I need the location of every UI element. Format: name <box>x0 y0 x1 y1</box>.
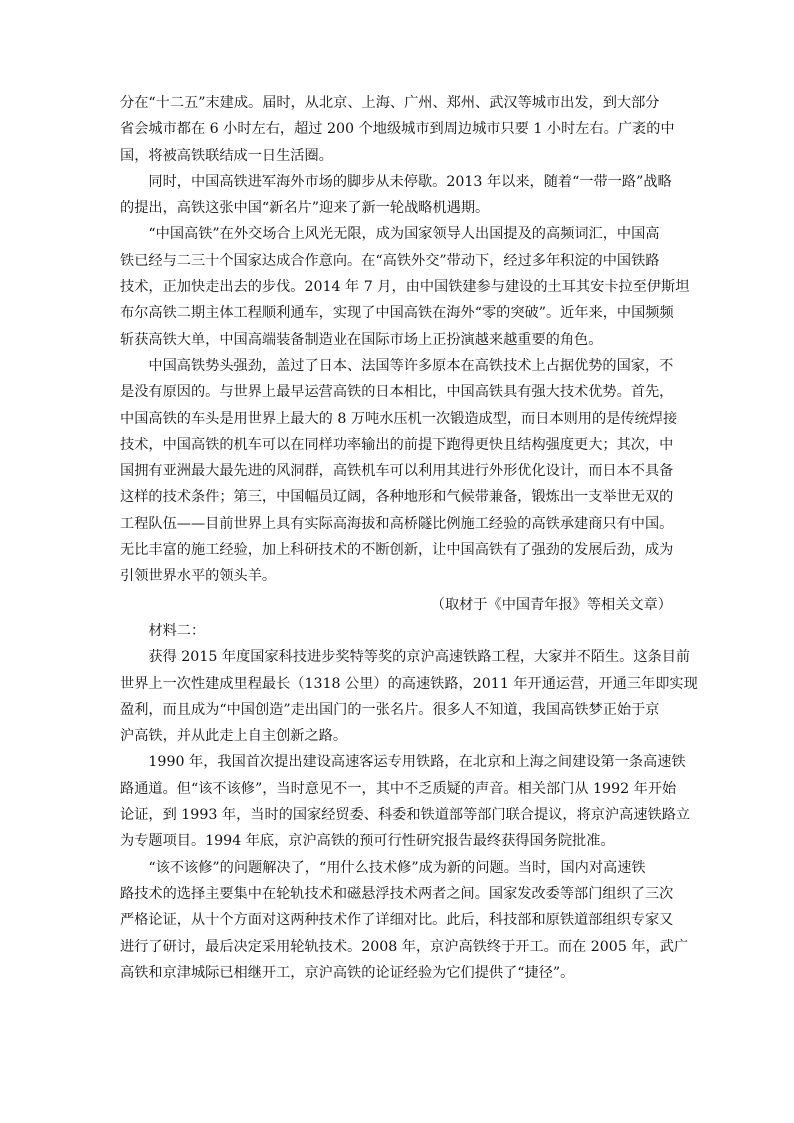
text-line: 进行了研讨，最后决定采用轮轨技术。2008 年，京沪高铁终于开工。而在 2005 年，武广 <box>120 938 689 955</box>
section-heading: 材料二： <box>148 622 206 639</box>
paragraph-2 <box>120 169 680 222</box>
text-line: 获得 2015 年度国家科技进步奖特等奖的京沪高速铁路工程，大家并不陌生。这条目前 <box>148 649 691 666</box>
paragraph-4 <box>120 353 680 590</box>
source-citation: （取材于《中国青年报》等相关文章） <box>430 596 672 613</box>
text-line: 铁已经与二三十个国家达成合作意向。在“高铁外交”带动下，经过多年积淀的中国铁路 <box>120 252 660 269</box>
paragraph-3 <box>120 221 690 352</box>
text-line: 盈利，而且成为“中国创造”走出国门的一张名片。很多人不知道，我国高铁梦正始于京 <box>120 701 660 718</box>
text-line: 路技术的选择主要集中在轮轨技术和磁悬浮技术两者之间。国家发改委等部门组织了三次 <box>120 885 674 902</box>
text-line: 的提出，高铁这张中国“新名片”迎来了新一轮战略机遇期。 <box>120 200 490 217</box>
text-line: 国，将被高铁联结成一日生活圈。 <box>120 147 333 164</box>
paragraph-7 <box>120 855 689 986</box>
text-line: 国拥有亚洲最大最先进的风洞群，高铁机车可以利用其进行外形优化设计，而日本不具备 <box>120 463 674 480</box>
text-line: 世界上一次性建成里程最长（1318 公里）的高速铁路，2011 年开通运营，开通三年即实现 <box>120 675 698 692</box>
text-line: 无比丰富的施工经验，加上科研技术的不断创新，让中国高铁有了强劲的发展后劲，成为 <box>120 542 674 559</box>
text-line: 引领世界水平的领头羊。 <box>120 568 277 585</box>
text-line: 分在“十二五”末建成。届时，从北京、上海、广州、郑州、武汉等城市出发，到大部分 <box>120 95 660 111</box>
paragraph-6 <box>120 749 691 854</box>
text-line: 高铁和京津城际已相继开工，京沪高铁的论证经验为它们提供了“捷径”。 <box>120 964 575 981</box>
text-line: 技术，中国高铁的机车可以在同样功率输出的前提下跑得更快且结构强度更大；其次，中 <box>120 436 674 453</box>
text-line: 这样的技术条件；第三，中国幅员辽阔，各种地形和气候带兼备，锻炼出一支举世无双的 <box>120 489 674 506</box>
paragraph-1 <box>120 90 680 169</box>
text-line: 中国高铁的车头是用世界上最大的 8 万吨水压机一次锻造成型，而日本则用的是传统焊接 <box>120 410 678 427</box>
text-line: 中国高铁势头强劲，盖过了日本、法国等许多原本在高铁技术上占据优势的国家，不 <box>148 357 674 374</box>
text-line: 1990 年，我国首次提出建设高速客运专用铁路，在北京和上海之间建设第一条高速铁 <box>148 754 686 771</box>
text-line: 论证，到 1993 年，当时的国家经贸委、科委和铁道部等部门联合提议，将京沪高速铁路立 <box>120 807 691 824</box>
text-line: 沪高铁，并从此走上自主创新之路。 <box>120 728 348 745</box>
text-line: 同时，中国高铁进军海外市场的脚步从未停歇。2013 年以来，随着“一带一路”战略 <box>148 173 672 190</box>
text-line: 为专题项目。1994 年底，京沪高铁的预可行性研究报告最终获得国务院批准。 <box>120 833 615 850</box>
text-line: 严格论证，从十个方面对这两种技术作了详细对比。此后，科技部和原铁道部组织专家又 <box>120 912 674 929</box>
text-line: “该不该修”的问题解决了，“用什么技术修”成为新的问题。当时，国内对高速铁 <box>148 859 646 876</box>
text-line: 布尔高铁二期主体工程顺利通车，实现了中国高铁在海外“零的突破”。近年来，中国频频 <box>120 305 674 322</box>
text-line: 省会城市都在 6 小时左右，超过 200 个地级城市到周边城市只要 1 小时左右。广袤的中 <box>120 121 675 138</box>
text-line: 技术，正加快走出去的步伐。2014 年 7 月，由中国铁建参与建设的土耳其安卡拉至伊斯坦 <box>120 279 690 296</box>
document-body <box>120 90 698 986</box>
text-line: “中国高铁”在外交场合上风光无限，成为国家领导人出国提及的高频词汇，中国高 <box>148 226 660 243</box>
text-line: 斩获高铁大单，中国高端装备制造业在国际市场上正扮演越来越重要的角色。 <box>120 331 603 348</box>
text-line: 路通道。但“该不该修”，当时意见不一，其中不乏质疑的声音。相关部门从 1992 年开始 <box>120 780 677 797</box>
text-line: 是没有原因的。与世界上最早运营高铁的日本相比，中国高铁具有强大技术优势。首先， <box>120 384 674 401</box>
text-line: 工程队伍——目前世界上具有实际高海拔和高桥隧比例施工经验的高铁承建商只有中国。 <box>120 515 674 532</box>
paragraph-5 <box>120 644 698 749</box>
